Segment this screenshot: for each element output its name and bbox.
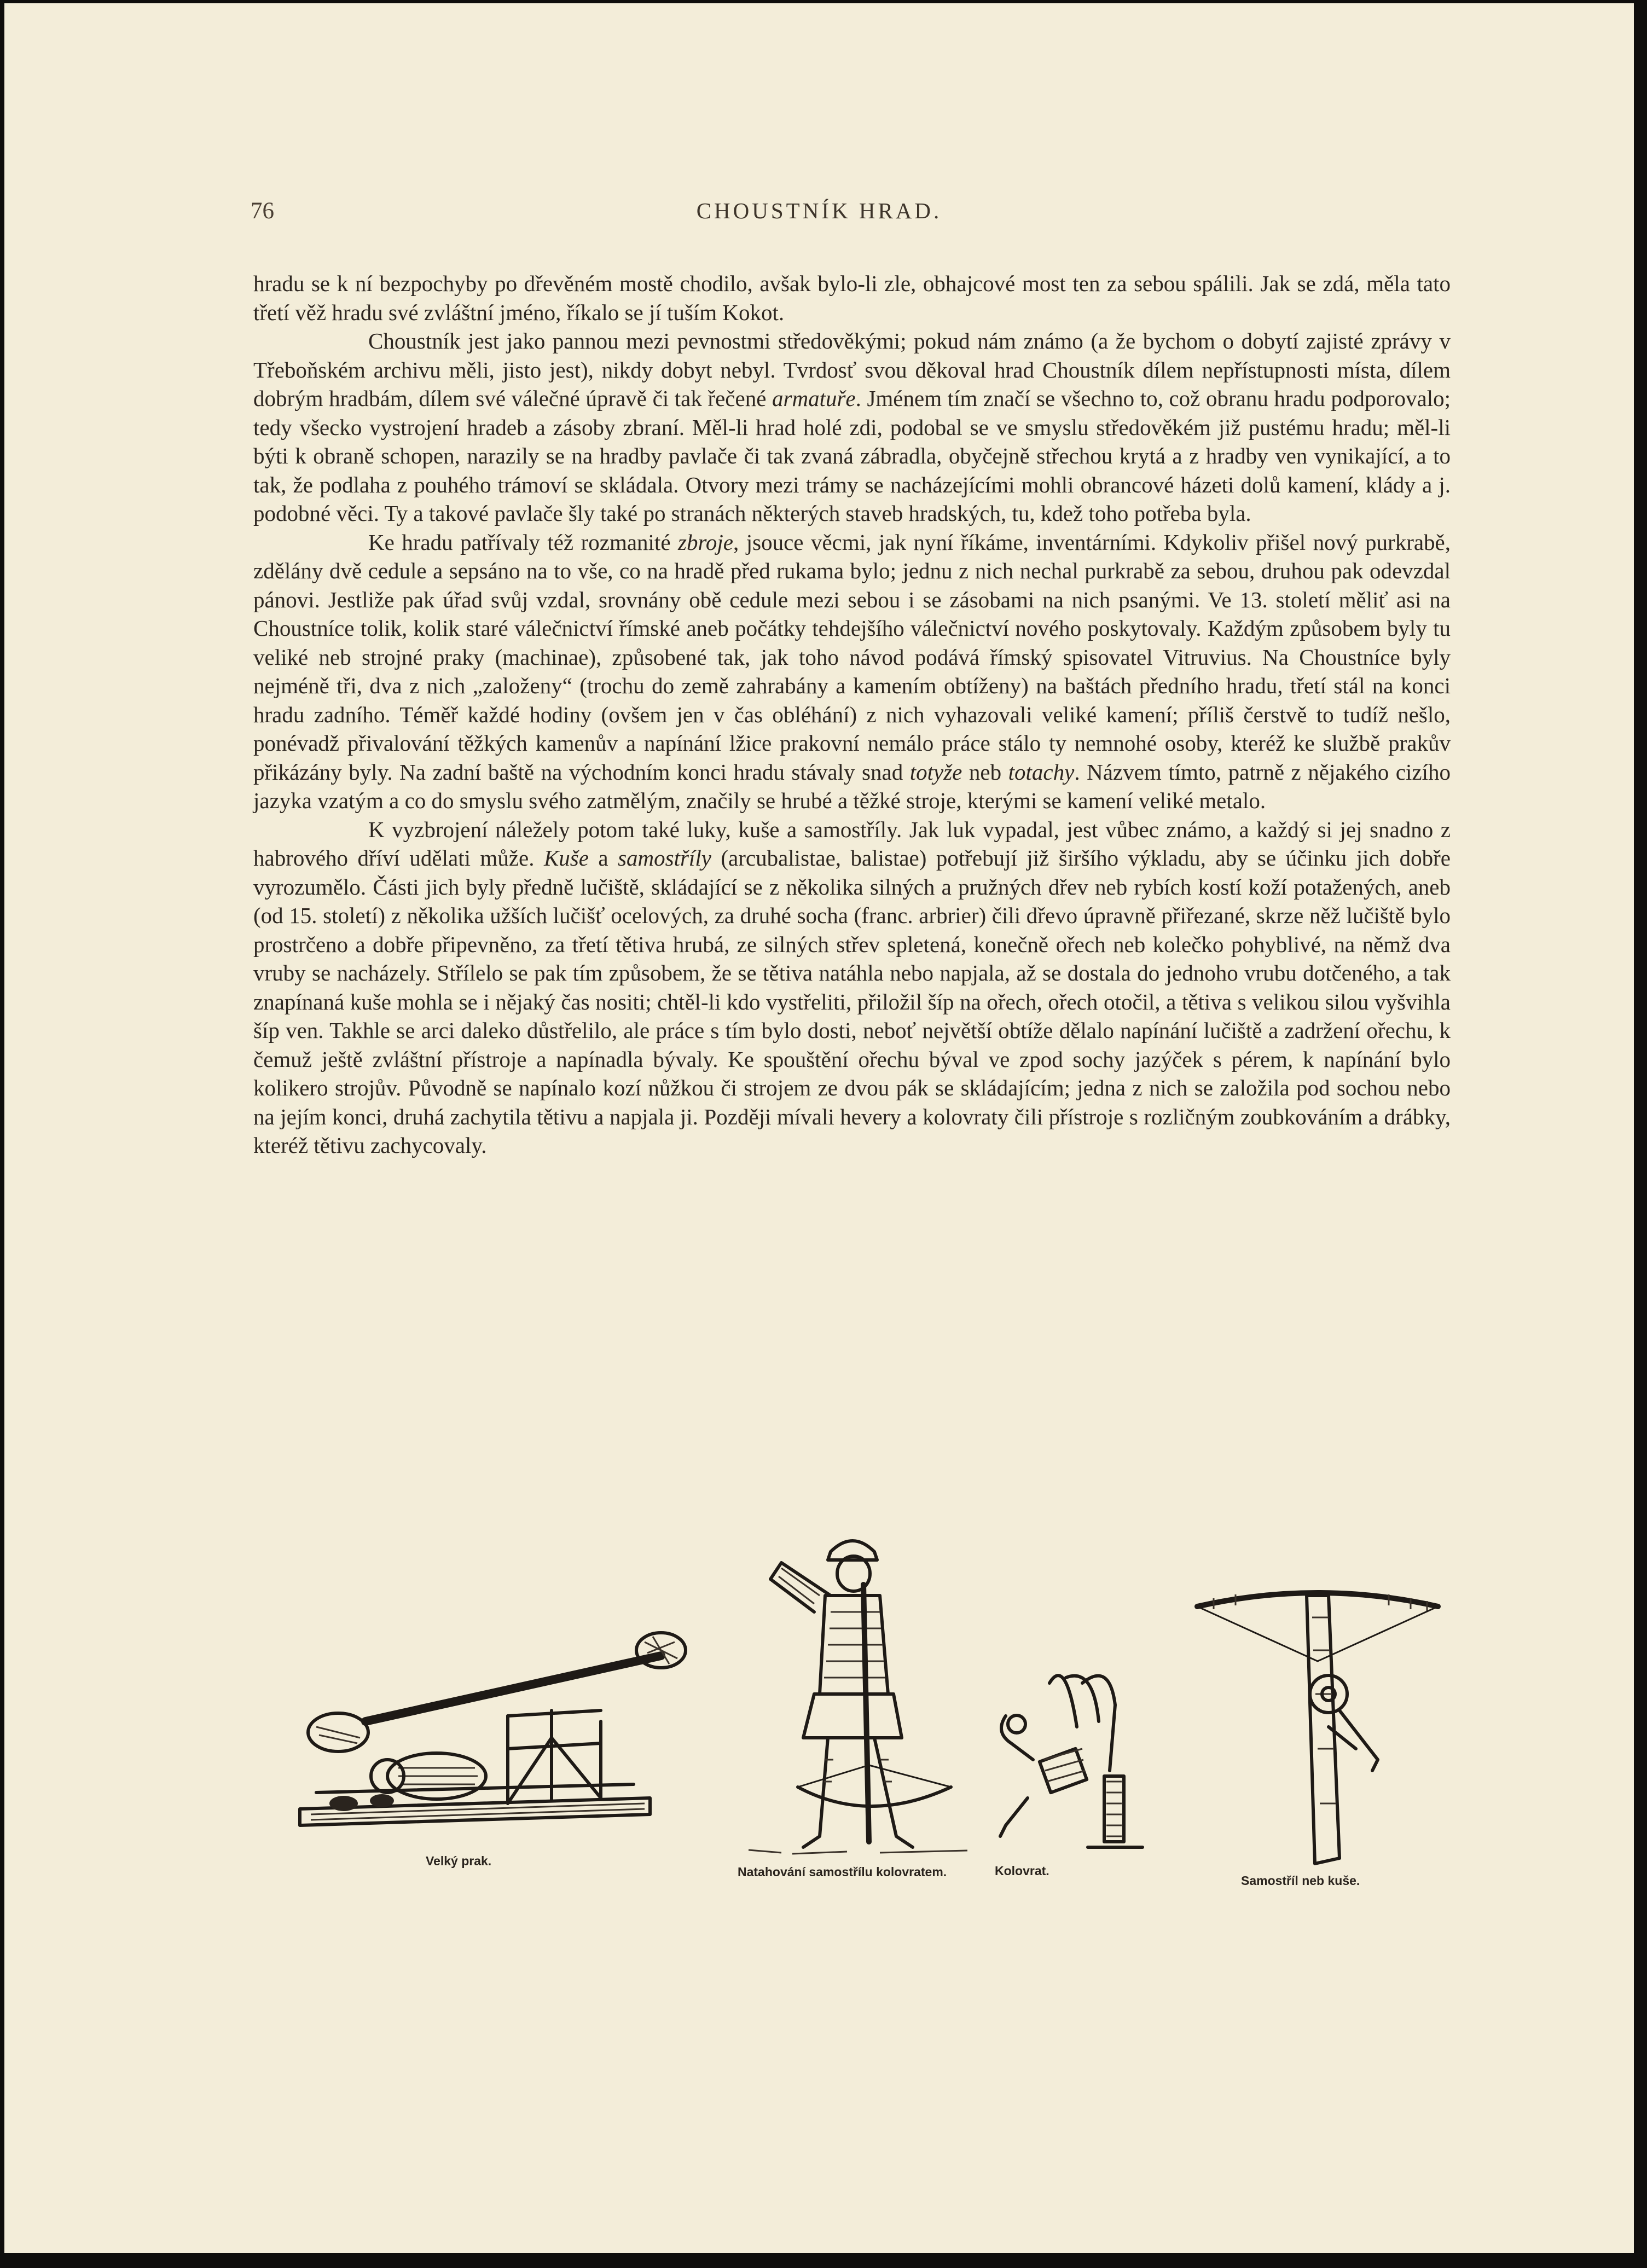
body-text	[253, 269, 1451, 1160]
windlass-figure	[984, 1661, 1148, 1880]
text-run: hradu se k ní bezpochyby po dřevěném mostě chodilo, avšak bylo-li zle, obhajcové most ten za sebou spálili. Jak se zdá, měla tato třetí věž hradu své zvláštní jméno, říkalo se jí tuším Kokot.	[253, 271, 1451, 325]
text-run: . Názvem tímto, patrně z nějakého cizího jazyka vzatým a co do smyslu svého zatmělým, značily se hrubé a těžké stroje, kterými se kamení veliké metalo.	[253, 759, 1451, 813]
book-page	[4, 3, 1634, 2253]
text-run: neb	[962, 759, 1008, 785]
paragraph-1	[253, 269, 1451, 327]
paragraph-3	[253, 528, 1451, 815]
crossbowman-caption: Natahování samostřílu kolovratem.	[738, 1865, 947, 1879]
illustration-plate	[267, 1530, 1449, 1913]
catapult-figure	[267, 1628, 694, 1880]
page-number: 76	[251, 198, 274, 224]
catapult-illustration	[267, 1628, 694, 1847]
text-run: . Jménem tím značí se všechno to, což obranu hradu podporovalo; tedy všecko vystrojení hradeb a zásoby zbraní. Měl-li hrad holé zdi, podobal se ve smyslu středověkém již pustému hradu; měl-li býti k obraně schopen, narazily se na hradby pavlače či tak zvaná zábradla, obyčejně střechou krytá a z hradby ven vynikající, a to tak, že podlaha z pouhého trámoví se skládala. Otvory mezi trámy se nacházejícími mohli obrancové házeti dolů kamení, klády a j. podobné věci. Ty a takové pavlače šly také po stranách některých staveb hradských, tu, kdež toho potřeba byla.	[253, 386, 1451, 526]
emphasized-term: samostříly	[618, 845, 711, 871]
crossbowman-figure	[738, 1530, 978, 1880]
paragraph-4	[253, 815, 1451, 1160]
emphasized-term: zbroje	[678, 529, 733, 555]
text-run: , jsouce věcmi, jak nyní říkáme, inventárními. Kdykoliv přišel nový purkrabě, zdělány dvě cedule a sepsáno na to vše, co na hradě před rukama bylo; jednu z nich nechal purkrabě za sebou, druhou pak odevzdal pánovi. Jestliže pak úřad svůj vzdal, srovnány obě cedule mezi sebou i se zásobami na nich psanými. Ve 13. století měliť asi na Choustníce tolik, kolik staré válečnictví římské aneb počátky tehdejšího válečnictví nového poskytovaly. Každým způsobem byly tu veliké neb strojné praky (machinae), způsobené tak, jak toho návod podává římský spisovatel Vitruvius. Na Choustníce byly nejméně tři, dva z nich „založeny“ (trochu do země zahrabány a kamením obtíženy) na baštách předního hradu, třetí stál na konci hradu zadního. Téměř každé hodiny (ovšem jen v čas obléhání) z nich vyhazovali veliké kamení; příliš čerstvě to tudíž nešlo, ponévadž přivalování těžkých kamenův a napínání lžice prakovní nemálo práce stálo ty nemnohé osoby, kteréž ke službě prakův přikázány byly. Na zadní baště na východním konci hradu stávaly snad	[253, 529, 1451, 785]
text-run: a	[588, 845, 618, 871]
windlass-caption: Kolovrat.	[995, 1864, 1049, 1878]
text-run: (arcubalistae, balistae) potřebují již širšího výkladu, aby se účinku jich dobře vyrozumělo. Části jich byly předně lučiště, skládající se z několika silných a pružných dřev neb rybích kostí koží potažených, aneb (od 15. století) z několika užších lučišť ocelových, za druhé socha (franc. arbrier) čili dřevo úpravně přiřezané, skrze něž lučiště bylo prostrčeno a dobře připevněno, za třetí tětiva hrubá, ze silných střev spletená, konečně ořech neb kolečko pohyblivé, na němž dva vruby se nacházely. Střílelo se pak tím způsobem, že se tětiva natáhla nebo napjala, až se dostala do jednoho vrubu dotčeného, a tak znapínaná kuše mohla se i nějaký čas nositi; chtěl-li kdo vystřeliti, přiložil šíp na ořech, ořech otočil, a tětiva s velikou silou vyšvihla šíp ven. Takhle se arci daleko důstřelilo, ale práce s tím bylo dosti, neboť největší obtíže dělalo napínání lučiště a zadržení ořechu, k čemuž ještě zvláštní přístroje a napínadla bývaly. Ke spouštění ořechu býval ve zpod sochy jazýček s pérem, k napínání bylo kolikero strojův. Původně se napínalo kozí nůžkou či strojem ze dvou pák se skládajícím; jedna z nich se založila pod sochou nebo na jejím konci, druhá zachytila tětivu a napjala ji. Později mívali hevery a kolovraty čili přístroje s rozličným zoubkováním a drábky, kteréž tětivu zachycovaly.	[253, 845, 1451, 1158]
crossbow-illustration	[1192, 1585, 1449, 1869]
windlass-illustration	[984, 1661, 1148, 1858]
crossbowman-illustration	[738, 1530, 978, 1858]
text-run: Ke hradu patřívaly též rozmanité	[368, 529, 678, 555]
running-head	[4, 198, 1634, 236]
crossbow-figure	[1192, 1585, 1449, 1891]
emphasized-term: totachy	[1008, 759, 1075, 785]
page-title: CHOUSTNÍK HRAD.	[696, 198, 942, 223]
emphasized-term: totyže	[909, 759, 962, 785]
text-run: K vyzbrojení náležely potom také luky, kuše a samostříly. Jak luk vypadal, jest vůbec známo, a každý si jej snadno z habrového dříví udělati může.	[253, 816, 1451, 871]
text-run: Choustník jest jako pannou mezi pevnostmi středověkými; pokud nám známo (a že bychom o dobytí zajisté zprávy v Třeboňském archivu měli, jisto jest), nikdy dobyt nebyl. Tvrdosť svou děkoval hrad Choustník dílem nepřístupnosti místa, dílem dobrým hradbám, dílem své válečné úpravě či tak řečené	[253, 328, 1451, 411]
emphasized-term: Kuše	[543, 845, 589, 871]
crossbow-caption: Samostříl neb kuše.	[1241, 1873, 1360, 1888]
paragraph-2	[253, 327, 1451, 528]
catapult-caption: Velký prak.	[426, 1854, 492, 1868]
emphasized-term: armatuře	[772, 386, 856, 411]
